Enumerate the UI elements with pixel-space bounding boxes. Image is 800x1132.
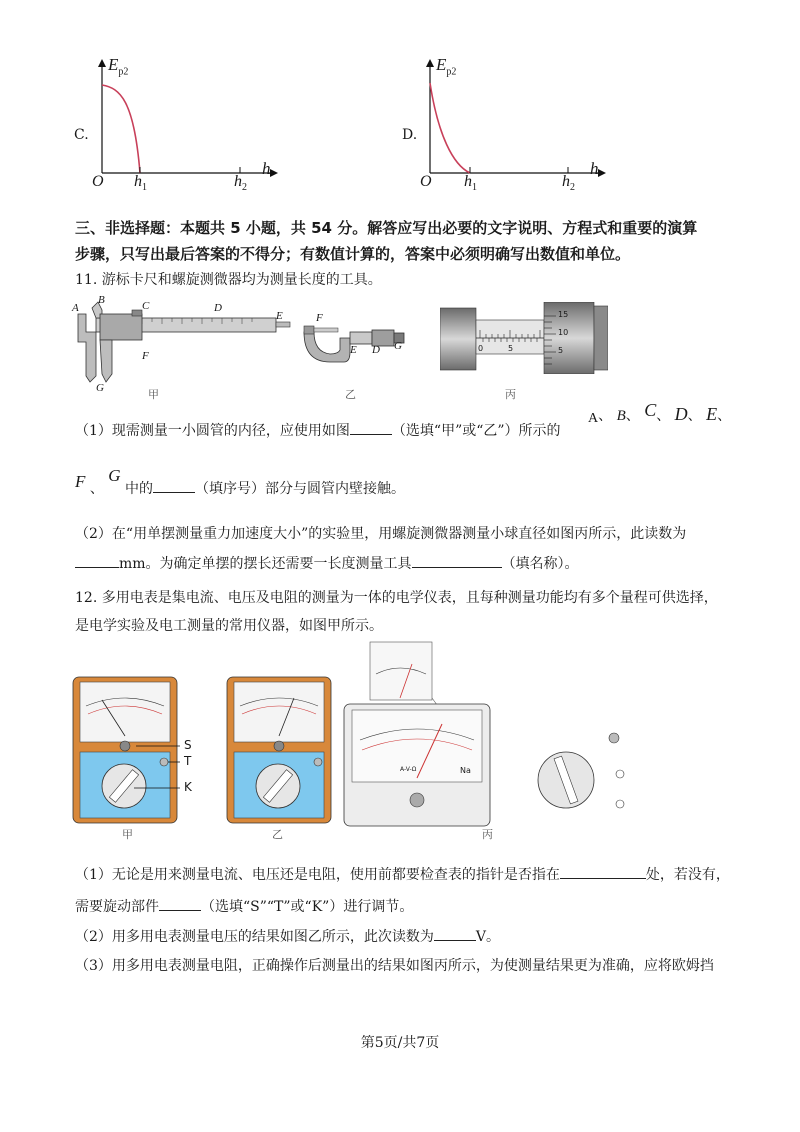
q11-part2-line2: mm。为确定单摆的摆长还需要一长度测量工具 （填名称）。 [75,553,579,574]
micrometer-label-g: G [394,340,402,352]
q11-stem: 11. 游标卡尺和螺旋测微器均为测量长度的工具。 [75,272,382,288]
option-label: D. [402,127,418,143]
caliper-label-a: A [72,302,79,314]
h1-label: $h_1$ [134,173,147,194]
micrometer-label-d: D [372,344,380,356]
main-scale-0: 0 [478,344,484,353]
caption-jia: 甲 [148,388,159,401]
answer-blank[interactable] [350,420,392,435]
caption-meter-bing: 丙 [482,828,493,841]
x-axis-label: h [262,159,271,178]
part-t-label: T [184,754,192,768]
scale-num-10: 10 [558,328,569,337]
answer-blank[interactable] [412,553,502,568]
answer-blank[interactable] [153,478,195,493]
q12-part3: （3）用多用电表测量电阻，正确操作后测量出的结果如图丙所示，为使测量结果更为准确，应将欧姆挡 [75,958,714,974]
caption-yi: 乙 [345,388,356,401]
caliper-label-d: D [214,302,222,314]
caliper-label-b: B [98,294,105,306]
origin-label: O [92,173,104,190]
h1-label: $h_1$ [464,173,477,194]
part-k-label: K [184,780,192,794]
multimeter-yi-figure [226,676,336,826]
main-scale-5: 5 [508,344,514,353]
graph-option-d [398,55,618,195]
caption-meter-yi: 乙 [272,828,283,841]
q12-part1-line2: 需要旋动部件 （选填“S”“T”或“K”）进行调节。 [75,896,413,917]
caption-bing: 丙 [505,388,516,401]
answer-blank[interactable] [159,896,201,911]
q12-stem-line2: 是电学实验及电工测量的常用仪器，如图甲所示。 [75,618,383,634]
micrometer-label-e: E [350,344,357,356]
scale-num-5: 5 [558,346,564,355]
q12-stem-line1: 12. 多用电表是集电流、电压及电阻的测量为一体的电学仪表，且每种测量功能均有多个量程可供选择， [75,590,718,606]
graph-option-c [70,55,290,195]
micrometer-label-f: F [316,312,323,324]
caliper-label-c: C [142,300,150,312]
caliper-label-e: E [276,310,283,322]
multimeter-jia-figure [72,676,202,826]
caliper-label-g: G [96,382,104,394]
h2-label: $h_2$ [234,173,247,194]
micrometer-figure [300,312,410,368]
caliper-label-f: F [142,350,149,362]
answer-blank[interactable] [434,926,476,941]
q12-part1-line1: （1）无论是用来测量电流、电压还是电阻，使用前都要检查表的指针是否指在 处，若没有， [75,864,730,885]
part-s-label: S [184,738,192,752]
q11-part2-line1: （2）在“用单摆测量重力加速度大小”的实验里，用螺旋测微器测量小球直径如图丙所示，此读数为 [75,526,687,542]
section-heading-line2: 步骤，只写出最后答案的不得分；有数值计算的，答案中必须明确写出数值和单位。 [75,245,631,263]
q11-part1-line1: （1）现需测量一小圆管的内径，应使用如图 （选填“甲”或“乙”）所示的 [75,420,561,441]
y-axis-label: $E_{p2}$ [108,55,129,78]
answer-blank[interactable] [560,864,646,879]
h2-label: $h_2$ [562,173,575,194]
scale-num-15: 15 [558,310,569,319]
origin-label: O [420,173,432,190]
dial-text: A-V-Ω [400,766,417,773]
q12-part2: （2）用多用电表测量电压的结果如图乙所示，此次读数为 V。 [75,926,500,947]
q11-part1-line2: F 、 G 中的 （填序号）部分与圆管内壁接触。 [75,466,406,497]
y-axis-label: $E_{p2}$ [436,55,457,78]
option-label: C. [74,127,89,143]
section-heading-line1: 三、非选择题：本题共 5 小题，共 54 分。解答应写出必要的文字说明、方程式和重要的演算 [75,219,698,237]
answer-blank[interactable] [75,553,119,568]
vernier-caliper-figure [72,296,292,396]
caption-meter-jia: 甲 [122,828,133,841]
multimeter-bing-figure [340,640,630,830]
micrometer-scale-figure [440,302,608,374]
q11-letter-options: A、 B、 C、 D、 E、 [588,400,732,426]
page-footer: 第5页/共7页 [360,1035,440,1051]
x-axis-label: h [590,159,599,178]
na-label: Na [460,766,471,775]
